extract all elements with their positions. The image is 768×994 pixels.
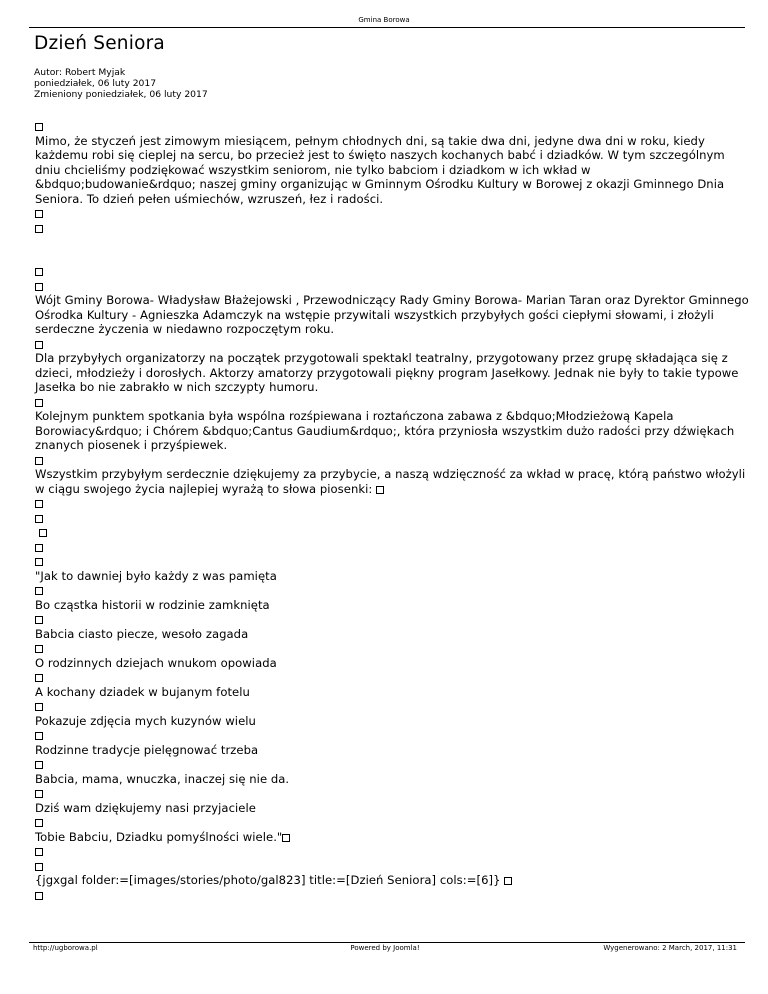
poem-line: "Jak to dawniej było każdy z was pamięta	[35, 568, 277, 583]
poem-line: Pokazuje zdjęcia mych kuzynów wielu	[35, 713, 256, 728]
article-title: Dzień Seniora	[34, 33, 165, 54]
missing-glyph-box	[39, 529, 47, 537]
missing-glyph-box	[35, 892, 43, 900]
gallery-tag: {jgxgal folder:=[images/stories/photo/gal823] title:=[Dzień Seniora] cols:=[6]}	[35, 873, 501, 887]
intro-paragraph: Mimo, że styczeń jest zimowym miesiącem, pełnym chłodnych dni, są takie dwa dni, jedyne dwa dni w roku, kiedy każdemu robi się cieplej na sercu, bo przecież jest to święto naszych kochanych babć i dziadków. W tym szczególnym dniu chcieliśmy podziękować wszystkim seniorom, nie tylko babciom i dziadkom w ich wkład w &bdquo;budowanie&rdquo; naszej gminy organizując w Gminnym Ośrodku Kultury w Borowej z okazji Gminnego Dnia Seniora. To dzień pełen uśmiechów, wzruszeń, łez i radości.	[35, 133, 725, 206]
poem-line: Tobie Babciu, Dziadku pomyślności wiele."	[35, 829, 283, 844]
poem-line: Dziś wam dziękujemy nasi przyjaciele	[35, 800, 256, 815]
missing-glyph-box	[35, 544, 43, 552]
poem-line: Babcia, mama, wnuczka, inaczej się nie da.	[35, 771, 290, 786]
poem-line: Bo cząstka historii w rodzinie zamknięta	[35, 597, 270, 612]
poem-line: Rodzinne tradycje pielęgnować trzeba	[35, 742, 259, 757]
missing-glyph-box	[504, 877, 512, 885]
missing-glyph-box	[282, 834, 290, 842]
missing-glyph-box	[35, 761, 43, 769]
missing-glyph-box	[35, 616, 43, 624]
missing-glyph-box	[35, 732, 43, 740]
missing-glyph-box	[35, 515, 43, 523]
missing-glyph-box	[35, 341, 43, 349]
poem-line: A kochany dziadek w bujanym fotelu	[35, 684, 250, 699]
poem-line: O rodzinnych dziejach wnukom opowiada	[35, 655, 277, 670]
missing-glyph-box	[35, 848, 43, 856]
paragraph-party: Kolejnym punktem spotkania była wspólna rozśpiewana i roztańczona zabawa z &bdquo;Młodzieżową Kapela Borowiacy&rdquo; i Chórem &bdquo;Cantus Gaudium&rdquo;, która przyniosła wszystkim dużo radości przy dźwiękach znanych piosenek i przyśpiewek.	[35, 409, 735, 452]
missing-glyph-box	[35, 457, 43, 465]
missing-glyph-box	[35, 225, 43, 233]
missing-glyph-box	[35, 790, 43, 798]
missing-glyph-box	[35, 703, 43, 711]
paragraph-thanks: Wszystkim przybyłym serdecznie dziękujemy za przybycie, a naszą wdzięczność za wkład w pracę, którą państwo włożyli w ciągu swojego życia najlepiej wyrażą to słowa piosenki:	[35, 467, 746, 496]
missing-glyph-box	[35, 283, 43, 291]
header-divider	[29, 27, 745, 28]
article-author: Autor: Robert Myjak	[34, 67, 126, 78]
missing-glyph-box	[35, 500, 43, 508]
site-name: Gmina Borowa	[358, 16, 410, 24]
footer-generated: Wygenerowano: 2 March, 2017, 11:31	[603, 944, 737, 952]
article-modified: Zmieniony poniedziałek, 06 luty 2017	[34, 89, 208, 101]
footer-powered: Powered by Joomla!	[350, 944, 420, 952]
article-meta	[34, 67, 208, 101]
missing-glyph-box	[35, 123, 43, 131]
missing-glyph-box	[35, 587, 43, 595]
poem-line: Babcia ciasto piecze, wesoło zagada	[35, 626, 249, 641]
missing-glyph-box	[35, 210, 43, 218]
missing-glyph-box	[35, 863, 43, 871]
paragraph-officials: Wójt Gminy Borowa- Władysław Błażejowski , Przewodniczący Rady Gminy Borowa- Marian Taran oraz Dyrektor Gminnego Ośrodka Kultury - Agnieszka Adamczyk na wstępie przywitali wszystkich przybyłych gości ciepłymi słowami, i złożyli serdeczne życzenia w niedawno rozpoczętym roku.	[35, 293, 749, 336]
article-body	[35, 119, 750, 902]
missing-glyph-box	[35, 645, 43, 653]
missing-glyph-box	[35, 268, 43, 276]
paragraph-performance: Dla przybyłych organizatorzy na początek przygotowali spektakl teatralny, przygotowany przez grupę składająca się z dzieci, młodzieży i dorosłych. Aktorzy amatorzy przygotowali piękny program Jasełkowy. Jednak nie były to takie typowe Jasełka bo nie zabrakło w nich szczypty humoru.	[35, 351, 739, 394]
missing-glyph-box	[35, 819, 43, 827]
footer-url[interactable]: http://ugborowa.pl	[33, 944, 98, 952]
article-date: poniedziałek, 06 luty 2017	[34, 78, 157, 90]
missing-glyph-box	[35, 674, 43, 682]
missing-glyph-box	[35, 558, 43, 566]
missing-glyph-box	[376, 486, 384, 494]
missing-glyph-box	[35, 399, 43, 407]
footer-divider	[29, 942, 745, 943]
